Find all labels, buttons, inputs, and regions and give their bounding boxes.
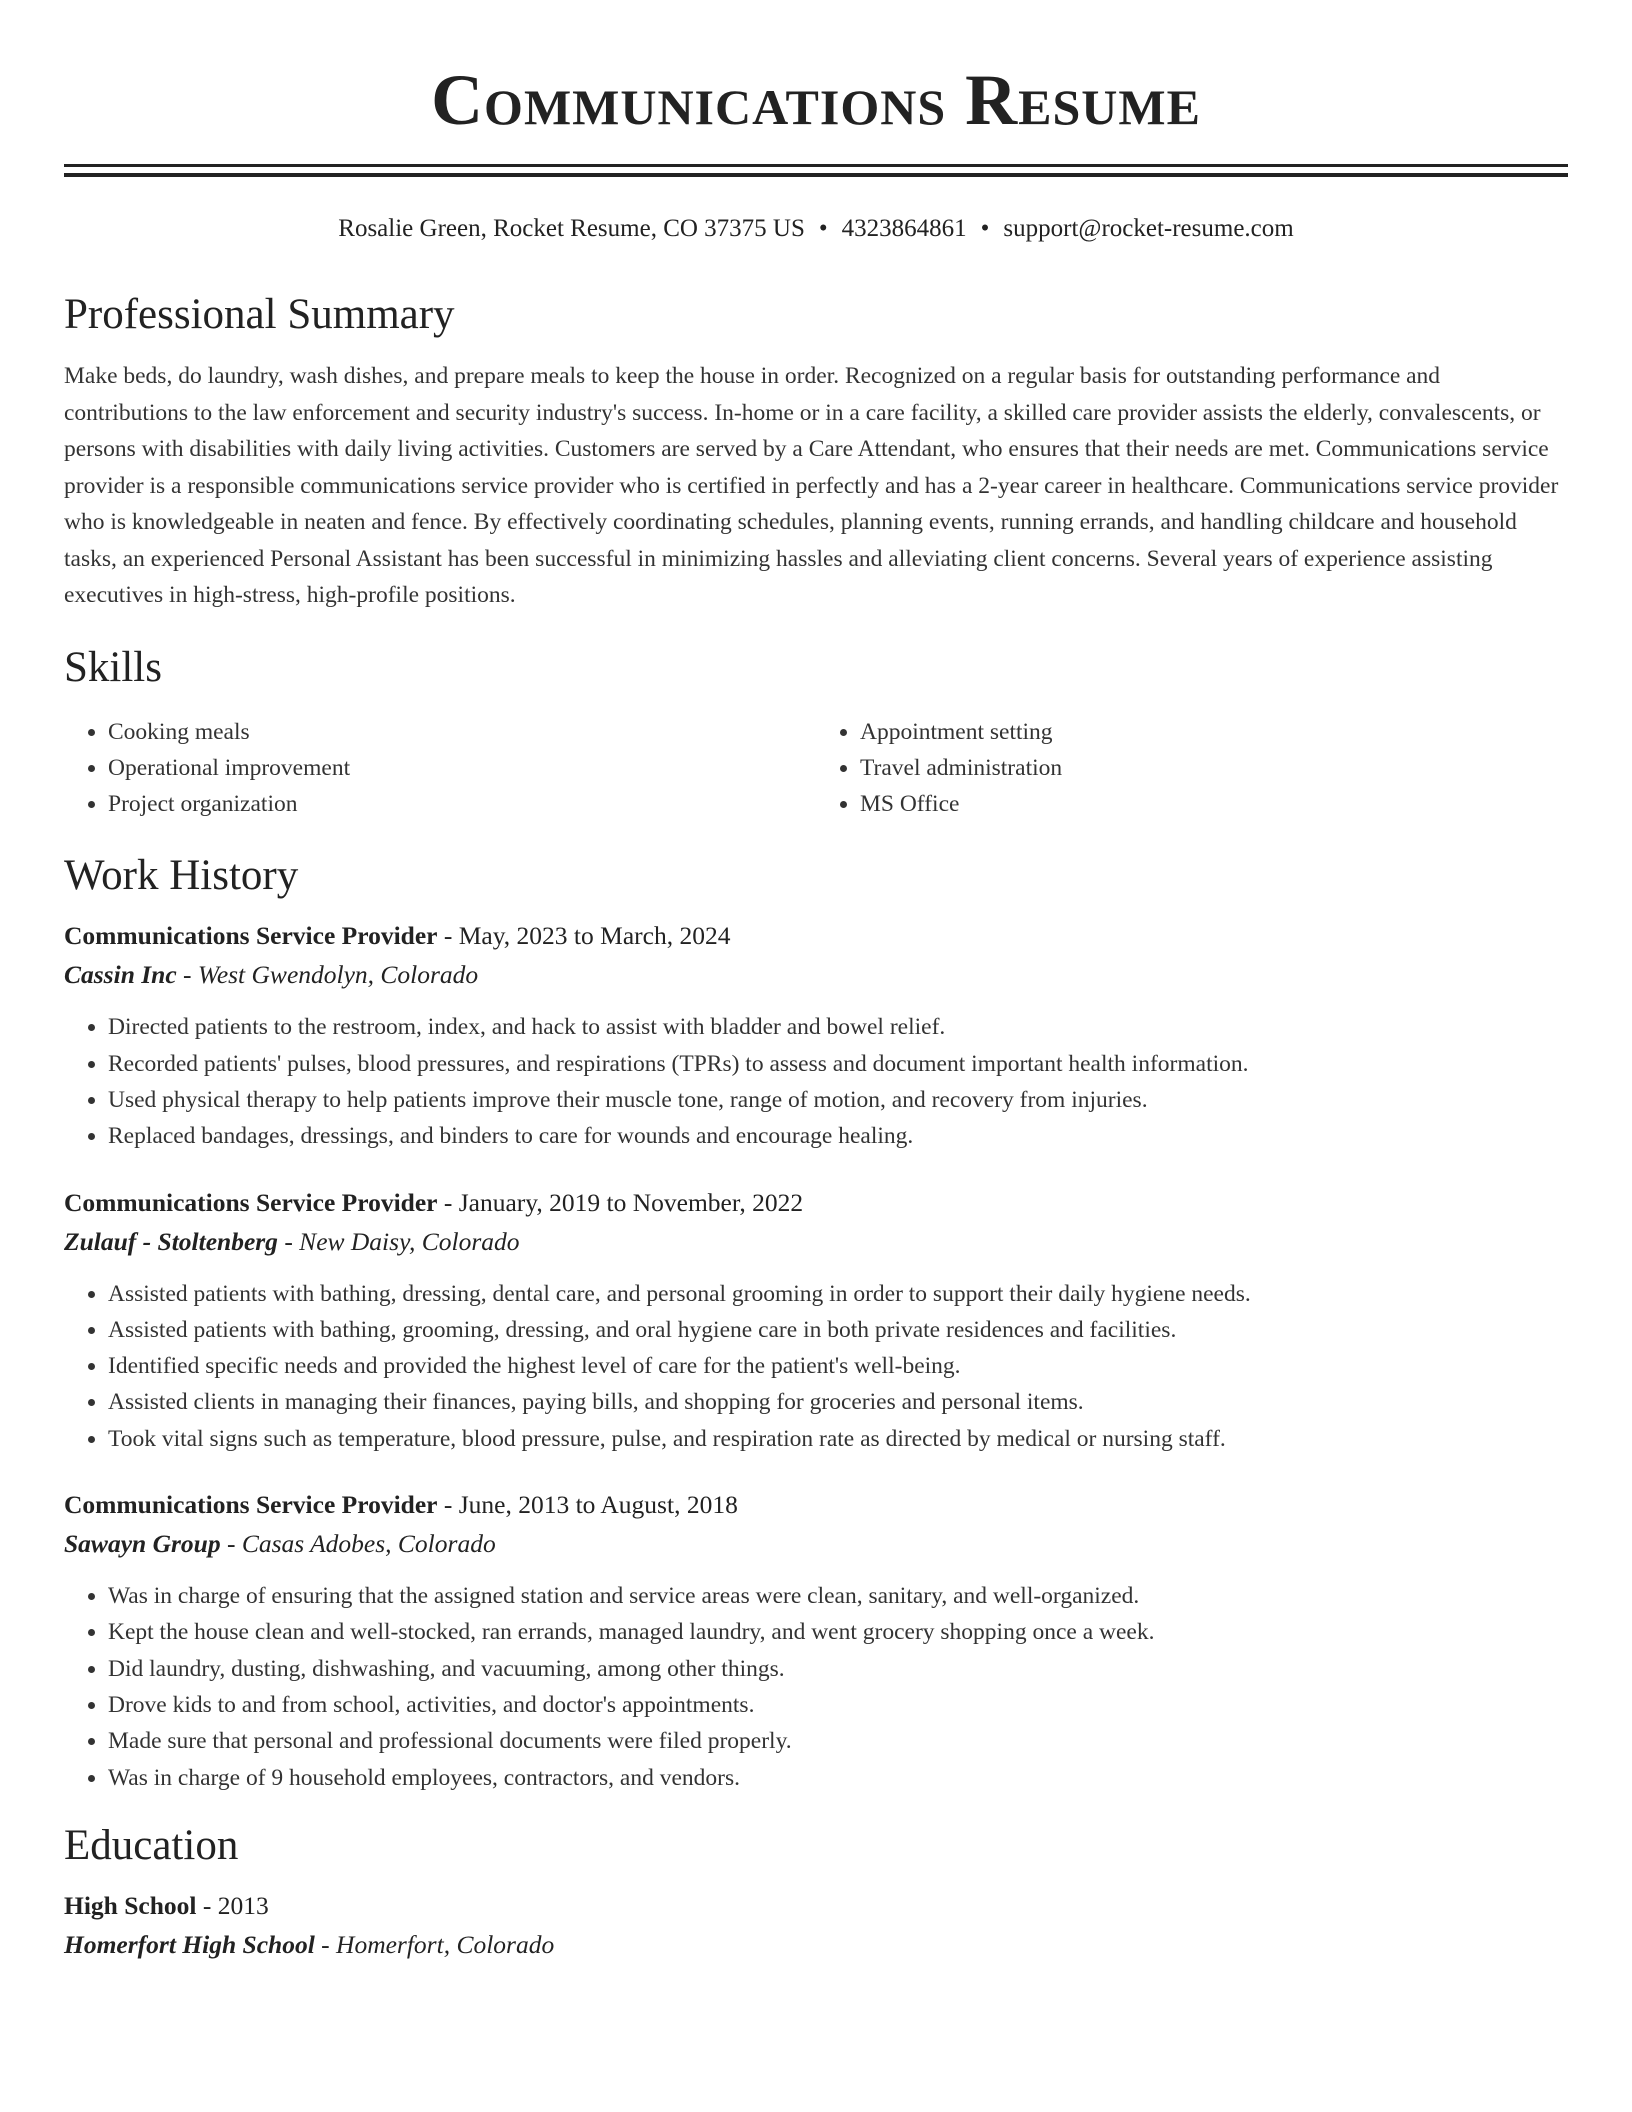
job-title-line [64, 1487, 1568, 1523]
resume-page [64, 0, 1568, 1963]
school-name: Homerfort High School [64, 1929, 315, 1959]
duty-item: • Directed patients to the restroom, index, and hack to assist with bladder and bowel relief. [108, 1009, 1568, 1045]
duty-item: • Did laundry, dusting, dishwashing, and vacuuming, among other things. [108, 1651, 1568, 1687]
skill-item: • Travel administration [860, 750, 1568, 786]
company-location: - New Daisy, Colorado [277, 1226, 520, 1256]
job-duties [64, 1578, 1568, 1796]
company-name: Sawayn Group [64, 1529, 221, 1559]
duty-item: • Kept the house clean and well-stocked, ran errands, managed laundry, and went grocery shopping once a week. [108, 1614, 1568, 1650]
job-dates: - January, 2019 to November, 2022 [437, 1187, 804, 1217]
company-location: - West Gwendolyn, Colorado [176, 960, 479, 990]
job-entry [64, 1185, 1568, 1457]
job-duties [64, 1276, 1568, 1457]
job-title: Communications Service Provider [64, 1490, 438, 1520]
job-title: Communications Service Provider [64, 1187, 438, 1217]
duty-item: • Used physical therapy to help patients improve their muscle tone, range of motion, and recovery from injuries. [108, 1082, 1568, 1118]
job-entry [64, 918, 1568, 1154]
job-title-line [64, 918, 1568, 954]
duty-item: • Assisted patients with bathing, grooming, dressing, and oral hygiene care in both private residences and facilities. [108, 1312, 1568, 1348]
skill-item: • MS Office [860, 786, 1568, 822]
skills-list [64, 714, 1568, 823]
duty-item: • Was in charge of ensuring that the assigned station and service areas were clean, sanitary, and well-organized. [108, 1578, 1568, 1614]
degree-year: - 2013 [196, 1890, 269, 1920]
duty-item: • Made sure that personal and professional documents were filed properly. [108, 1723, 1568, 1759]
contact-separator: • [818, 215, 828, 242]
duty-item: • Identified specific needs and provided the highest level of care for the patient's well-being. [108, 1348, 1568, 1384]
company-location: - Casas Adobes, Colorado [220, 1529, 496, 1559]
job-entry [64, 1487, 1568, 1796]
skill-item: • Cooking meals [108, 714, 816, 750]
school-line [64, 1927, 1568, 1963]
contact-separator: • [980, 215, 990, 242]
skills-column-left [64, 714, 816, 823]
skills-column-right [816, 714, 1568, 823]
title-divider-bottom [64, 173, 1568, 177]
contact-phone: 4323864861 [841, 215, 967, 242]
duty-item: • Drove kids to and from school, activities, and doctor's appointments. [108, 1687, 1568, 1723]
company-line [64, 957, 1568, 993]
summary-text: Make beds, do laundry, wash dishes, and prepare meals to keep the house in order. Recognized on a regular basis for outstanding performance and contributions to the law enforcement and security industry's success. In-home or in a care facility, a skilled care provider assists the elderly, convalescents, or persons with disabilities with daily living activities. Customers are served by a Care Attendant, who ensures that their needs are met. Communications service provider is a responsible communications service provider who is certified in perfectly and has a 2-year career in healthcare. Communications service provider who is knowledgeable in neaten and fence. By effectively coordinating schedules, planning events, running errands, and handling childcare and household tasks, an experienced Personal Assistant has been successful in minimizing hassles and alleviating client concerns. Several years of experience assisting executives in high-stress, high-profile positions. [64, 363, 1559, 608]
contact-line [64, 213, 1568, 245]
contact-email: support@rocket-resume.com [1003, 215, 1294, 242]
title-divider-top [64, 164, 1568, 167]
duty-item: • Recorded patients' pulses, blood pressures, and respirations (TPRs) to assess and document important health information. [108, 1046, 1568, 1082]
duty-item: • Assisted clients in managing their finances, paying bills, and shopping for groceries and personal items. [108, 1384, 1568, 1420]
degree-name: High School [64, 1890, 197, 1920]
company-line [64, 1526, 1568, 1562]
duty-item: • Was in charge of 9 household employees, contractors, and vendors. [108, 1760, 1568, 1796]
job-title-line [64, 1185, 1568, 1221]
degree-line [64, 1888, 1568, 1924]
summary-heading: Professional Summary [64, 291, 455, 338]
company-name: Zulauf - Stoltenberg [64, 1226, 278, 1256]
job-dates: - June, 2013 to August, 2018 [437, 1490, 738, 1520]
work-heading: Work History [64, 852, 299, 900]
job-title: Communications Service Provider [64, 921, 438, 951]
job-dates: - May, 2023 to March, 2024 [437, 921, 731, 951]
duty-item: • Took vital signs such as temperature, blood pressure, pulse, and respiration rate as directed by medical or nursing staff. [108, 1421, 1568, 1457]
education-heading: Education [64, 1821, 239, 1869]
skill-item: • Appointment setting [860, 714, 1568, 750]
skill-item: • Project organization [108, 786, 816, 822]
duty-item: • Assisted patients with bathing, dressing, dental care, and personal grooming in order to support their daily hygiene needs. [108, 1276, 1568, 1312]
page-title: Communications Resume [431, 60, 1201, 140]
education-entry [64, 1888, 1568, 1963]
duty-item: • Replaced bandages, dressings, and binders to care for wounds and encourage healing. [108, 1118, 1568, 1154]
contact-address: Rosalie Green, Rocket Resume, CO 37375 US [338, 215, 805, 242]
company-name: Cassin Inc [64, 960, 177, 990]
company-line [64, 1224, 1568, 1260]
job-duties [64, 1009, 1568, 1154]
school-location: - Homerfort, Colorado [314, 1929, 555, 1959]
skills-heading: Skills [64, 643, 162, 691]
skill-item: • Operational improvement [108, 750, 816, 786]
